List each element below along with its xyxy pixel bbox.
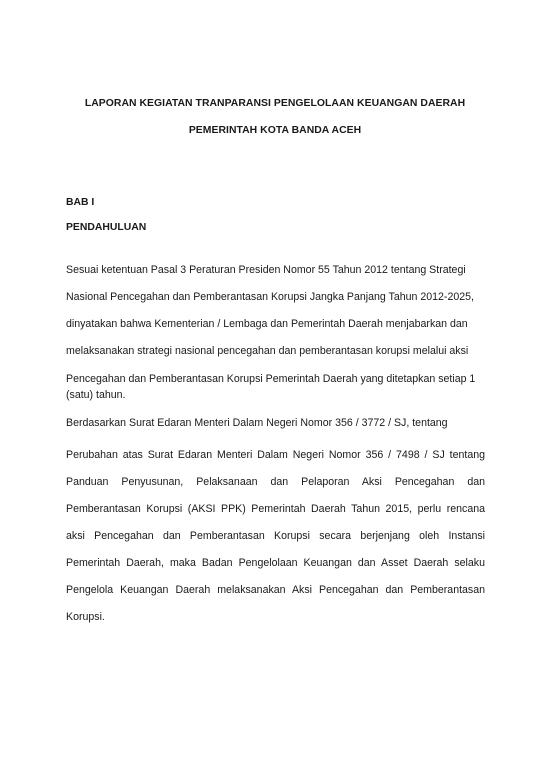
paragraph-2-line: Pemberantasan Korupsi (AKSI PPK) Pemerintah Daerah Tahun 2015, perlu rencana [66, 503, 485, 515]
paragraph-2-line: aksi Pencegahan dan Pemberantasan Korupsi secara berjenjang oleh Instansi [66, 530, 485, 542]
paragraph-1-line: Pencegahan dan Pemberantasan Korupsi Pemerintah Daerah yang ditetapkan setiap 1 [66, 373, 476, 385]
chapter-title: PENDAHULUAN [66, 222, 147, 233]
paragraph-1-line: Sesuai ketentuan Pasal 3 Peraturan Presiden Nomor 55 Tahun 2012 tentang Strategi [66, 264, 466, 276]
document-title-line-1: LAPORAN KEGIATAN TRANPARANSI PENGELOLAAN KEUANGAN DAERAH [84, 98, 466, 109]
paragraph-1-line: dinyatakan bahwa Kementerian / Lembaga dan Pemerintah Daerah menjabarkan dan [66, 318, 468, 330]
paragraph-1-line: (satu) tahun. [66, 389, 126, 401]
paragraph-1-line: melaksanakan strategi nasional pencegahan dan pemberantasan korupsi melalui aksi [66, 345, 469, 357]
chapter-number: BAB I [66, 197, 95, 208]
paragraph-2-line: Panduan Penyusunan, Pelaksanaan dan Pelaporan Aksi Pencegahan dan [66, 476, 485, 488]
document-title-line-2: PEMERINTAH KOTA BANDA ACEH [188, 125, 362, 136]
paragraph-1-line: Nasional Pencegahan dan Pemberantasan Korupsi Jangka Panjang Tahun 2012-2025, [66, 291, 474, 303]
paragraph-2-line: Korupsi. [66, 611, 105, 623]
paragraph-2-line: Berdasarkan Surat Edaran Menteri Dalam Negeri Nomor 356 / 3772 / SJ, tentang [66, 417, 448, 429]
paragraph-2-line: Pemerintah Daerah, maka Badan Pengelolaan Keuangan dan Asset Daerah selaku [66, 557, 485, 569]
paragraph-2-line: Perubahan atas Surat Edaran Menteri Dalam Negeri Nomor 356 / 7498 / SJ tentang [66, 449, 485, 461]
paragraph-2-line: Pengelola Keuangan Daerah melaksanakan Aksi Pencegahan dan Pemberantasan [66, 584, 485, 596]
